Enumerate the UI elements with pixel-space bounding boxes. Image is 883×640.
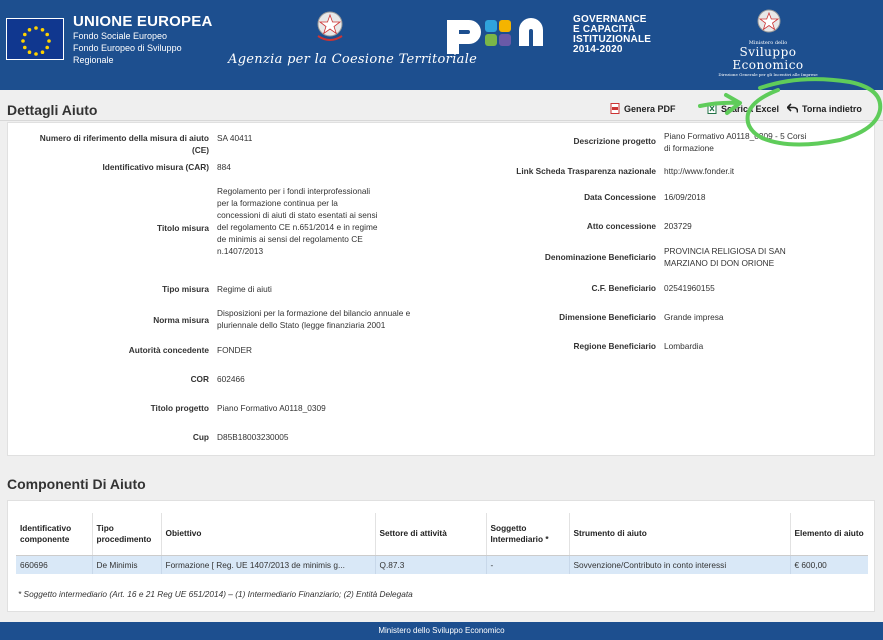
- detail-label: COR: [190, 374, 209, 384]
- pon-line-2: E CAPACITÀ: [573, 24, 636, 35]
- mise-logo: [712, 40, 824, 77]
- col-header[interactable]: Soggetto Intermediario *: [486, 513, 569, 555]
- detail-value: Grande impresa: [664, 312, 724, 322]
- components-title: Componenti Di Aiuto: [7, 476, 146, 492]
- detail-value: Regime di aiuti: [217, 284, 272, 294]
- detail-value: 16/09/2018: [664, 192, 706, 202]
- detail-value: PROVINCIA RELIGIOSA DI SAN MARZIANO DI DON ORIONE: [664, 246, 786, 268]
- detail-label: Titolo progetto: [150, 403, 209, 413]
- col-header[interactable]: Tipo procedimento: [92, 513, 161, 555]
- detail-label: Numero di riferimento della misura di aiuto (CE): [39, 133, 209, 155]
- detail-value: D85B18003230005: [217, 432, 289, 442]
- detail-value: Piano Formativo A0118_0309: [217, 403, 326, 413]
- agency-name: Agenzia per la Coesione Territoriale: [228, 52, 478, 67]
- components-card: [7, 500, 875, 612]
- pon-logo-icon: [447, 16, 563, 54]
- excel-icon: [707, 103, 717, 116]
- footer: Ministero dello Sviluppo Economico: [0, 622, 883, 640]
- detail-value: Lombardia: [664, 341, 704, 351]
- table-cell: De Minimis: [92, 555, 161, 574]
- table-cell: 660696: [16, 555, 92, 574]
- eu-fund-1: Fondo Sociale Europeo: [73, 30, 168, 41]
- detail-label: Data Concessione: [584, 192, 656, 202]
- details-card: [7, 122, 875, 456]
- components-table: [16, 513, 868, 574]
- detail-label: Atto concessione: [586, 221, 656, 231]
- mise-emblem-icon: [752, 6, 786, 44]
- excel-button[interactable]: [707, 101, 779, 117]
- header-banner: [0, 0, 883, 90]
- detail-label: Link Scheda Trasparenza nazionale: [516, 166, 656, 176]
- detail-label: Regione Beneficiario: [573, 341, 656, 351]
- excel-button-label: Scarica Excel: [721, 104, 780, 114]
- italian-emblem-icon: [313, 8, 347, 46]
- page-title: Dettagli Aiuto: [7, 102, 98, 118]
- table-cell: € 600,00: [790, 555, 868, 574]
- eu-flag-icon: [6, 18, 64, 60]
- detail-label: Denominazione Beneficiario: [544, 252, 656, 262]
- pon-line-4: 2014-2020: [573, 44, 623, 55]
- back-button-label: Torna indietro: [802, 104, 862, 114]
- mise-tiny: Direzione Generale per gli Incentivi alle Imprese: [718, 72, 818, 77]
- detail-label: Tipo misura: [162, 284, 209, 294]
- eu-fund-2: Fondo Europeo di Sviluppo Regionale: [73, 42, 182, 65]
- pon-line-3: ISTITUZIONALE: [573, 34, 652, 45]
- pdf-icon: [610, 103, 620, 116]
- eu-logo-block: [6, 14, 217, 64]
- eu-title: UNIONE EUROPEA: [73, 12, 213, 30]
- detail-value: SA 40411: [217, 133, 253, 143]
- detail-label: Descrizione progetto: [573, 136, 656, 146]
- detail-label: Autorità concedente: [128, 345, 209, 355]
- detail-value: Disposizioni per la formazione del bilancio annuale e pluriennale dello Stato (legge finanziaria 2001: [217, 308, 411, 330]
- detail-label: Identificativo misura (CAR): [102, 162, 209, 172]
- table-cell: -: [486, 555, 569, 574]
- col-header[interactable]: Settore di attività: [375, 513, 486, 555]
- intermediary-note: * Soggetto intermediario (Art. 16 e 21 Reg UE 651/2014) – (1) Intermediario Finanziario; (2) Entità Delegata: [18, 589, 413, 599]
- detail-value: Piano Formativo A0118_0309 - 5 Corsi di formazione: [664, 131, 807, 153]
- pon-line-1: GOVERNANCE: [573, 14, 647, 25]
- col-header[interactable]: Strumento di aiuto: [569, 513, 790, 555]
- table-cell: Formazione [ Reg. UE 1407/2013 de minimis g...: [161, 555, 375, 574]
- detail-value: FONDER: [217, 345, 253, 355]
- detail-label: Titolo misura: [157, 223, 209, 233]
- pon-title: [573, 15, 651, 55]
- detail-label: Cup: [192, 432, 209, 442]
- back-button[interactable]: [787, 101, 862, 117]
- back-arrow-icon: [787, 103, 798, 115]
- mise-small: Ministero dello: [748, 40, 788, 46]
- detail-value: Regolamento per i fondi interprofessionali per la formazione continua per la concessioni di aiuti di stato esentati ai sensi del regolamento CE n.651/2014 e in regime de minimis ai sensi del regolamento CE n.1407/2013: [217, 186, 378, 256]
- detail-label: Dimensione Beneficiario: [559, 312, 656, 322]
- pdf-button[interactable]: [610, 101, 676, 117]
- detail-value: 602466: [217, 374, 245, 384]
- col-header[interactable]: Identificativo componente: [16, 513, 92, 555]
- table-cell: Q.87.3: [375, 555, 486, 574]
- table-cell: Sovvenzione/Contributo in conto interessi: [569, 555, 790, 574]
- link-scheda-trasparenza[interactable]: http://www.fonder.it: [664, 166, 735, 176]
- pdf-button-label: Genera PDF: [624, 104, 676, 114]
- detail-value: 02541960155: [664, 283, 715, 293]
- table-row[interactable]: [16, 555, 868, 574]
- detail-value: 203729: [664, 221, 692, 231]
- col-header[interactable]: Elemento di aiuto: [790, 513, 868, 555]
- detail-label: C.F. Beneficiario: [591, 283, 656, 293]
- detail-label: Norma misura: [153, 315, 209, 325]
- detail-value: 884: [217, 162, 231, 172]
- mise-big: Sviluppo Economico: [732, 45, 804, 72]
- col-header[interactable]: Obiettivo: [161, 513, 375, 555]
